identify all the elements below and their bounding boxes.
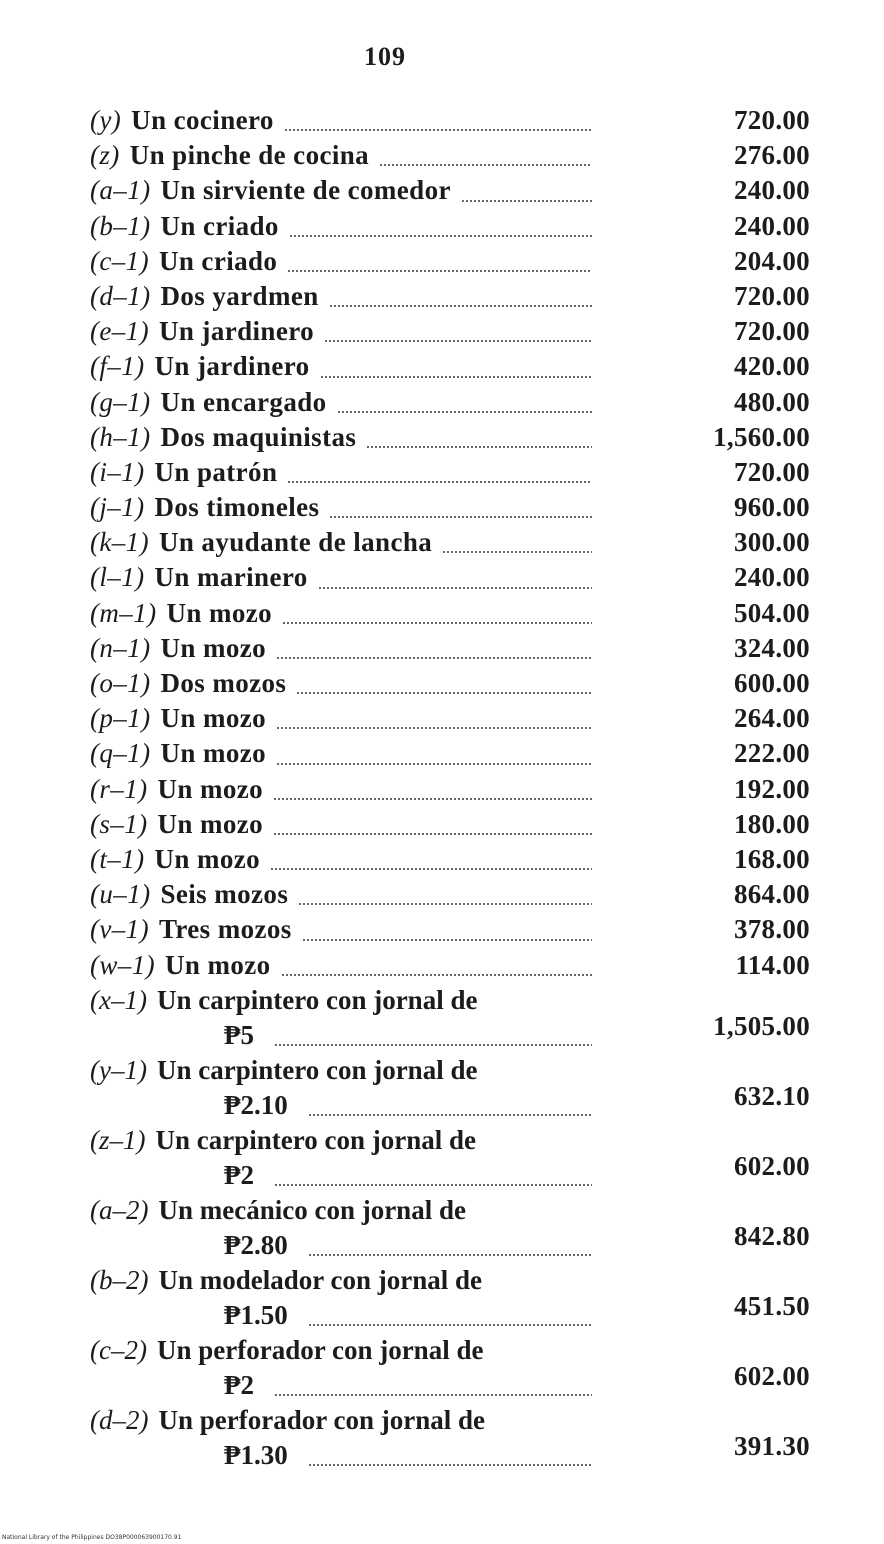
dot-leader xyxy=(366,446,592,448)
entry-amount: 1,505.00 xyxy=(713,1010,810,1041)
entry-amount: 960.00 xyxy=(733,492,810,523)
entry-text: Un mozo xyxy=(165,949,271,980)
entry-text: Un mozo xyxy=(157,773,264,804)
entry-label: (n–1) xyxy=(90,632,151,663)
dot-leader xyxy=(318,587,592,589)
wage-entry-row xyxy=(90,983,810,1053)
entry-text: Un mecánico con jornal de xyxy=(158,1194,466,1225)
entry-label: (r–1) xyxy=(90,773,148,804)
entry-text: Un criado xyxy=(160,210,279,241)
dot-leader xyxy=(308,1254,592,1256)
entry-amount: 180.00 xyxy=(733,808,810,839)
dot-leader xyxy=(298,903,592,905)
entry-row xyxy=(90,279,810,314)
entry-text: Dos yardmen xyxy=(160,280,319,311)
dot-leader xyxy=(273,833,592,835)
entry-label: (c–2) xyxy=(90,1334,147,1365)
wage-entry-row xyxy=(90,1333,810,1403)
entry-amount: 240.00 xyxy=(733,210,810,241)
entry-label: (p–1) xyxy=(90,703,151,734)
entry-amount: 632.10 xyxy=(733,1080,810,1111)
entry-row xyxy=(90,314,810,349)
entry-text: Un carpintero con jornal de xyxy=(155,1124,476,1155)
entry-label: (a–2) xyxy=(90,1194,149,1225)
entry-row xyxy=(90,596,810,631)
entry-label: (y–1) xyxy=(90,1054,147,1085)
dot-leader xyxy=(302,939,592,941)
entry-label: (x–1) xyxy=(90,984,147,1015)
entry-text: Un pinche de cocina xyxy=(129,140,370,171)
entry-amount: 842.80 xyxy=(733,1220,810,1251)
entry-text: Un patrón xyxy=(154,456,278,487)
entry-row xyxy=(90,842,810,877)
entry-text: Un marinero xyxy=(154,562,308,593)
entry-amount: 720.00 xyxy=(733,456,810,487)
library-footer: National Library of the Philippines DO38P000063900170.91 xyxy=(2,1534,182,1541)
wage-rate: ₱2.10 xyxy=(224,1089,288,1120)
entry-text: Tres mozos xyxy=(158,914,292,945)
entry-text: Un perforador con jornal de xyxy=(156,1334,484,1365)
entry-text: Un jardinero xyxy=(154,351,310,382)
dot-leader xyxy=(329,305,592,307)
wage-entry-row xyxy=(90,1053,810,1123)
dot-leader xyxy=(282,622,592,624)
entry-text: Un modelador con jornal de xyxy=(158,1264,482,1295)
dot-leader xyxy=(276,763,592,765)
entry-label: (a–1) xyxy=(90,175,151,206)
entry-row xyxy=(90,877,810,912)
entry-amount: 600.00 xyxy=(733,668,810,698)
dot-leader xyxy=(287,481,592,483)
entry-text: Un mozo xyxy=(157,808,264,839)
entry-text: Un jardinero xyxy=(158,316,315,347)
entry-label: (v–1) xyxy=(90,914,149,945)
entry-row xyxy=(90,244,810,279)
entry-amount: 391.30 xyxy=(733,1430,810,1461)
entry-text: Seis mozos xyxy=(160,879,289,910)
entry-amount: 504.00 xyxy=(733,597,810,628)
entry-amount: 192.00 xyxy=(733,773,810,804)
dot-leader xyxy=(320,376,592,378)
dot-leader xyxy=(289,235,592,237)
entry-row xyxy=(90,912,810,947)
entry-row xyxy=(90,736,810,771)
dot-leader xyxy=(308,1324,592,1326)
entry-label: (w–1) xyxy=(90,949,155,980)
dot-leader xyxy=(296,692,592,694)
entry-row xyxy=(90,807,810,842)
entry-amount: 204.00 xyxy=(733,245,810,276)
entry-label: (q–1) xyxy=(90,738,151,769)
entry-text: Un perforador con jornal de xyxy=(158,1404,485,1435)
dot-leader xyxy=(270,868,592,870)
entry-label: (y) xyxy=(90,105,122,135)
entry-amount: 168.00 xyxy=(733,843,810,874)
dot-leader xyxy=(281,974,592,976)
entry-amount: 720.00 xyxy=(733,105,810,135)
entry-amount: 240.00 xyxy=(733,562,810,593)
entry-text: Un mozo xyxy=(160,632,267,663)
dot-leader xyxy=(274,1044,592,1046)
entry-label: (t–1) xyxy=(90,843,145,874)
entry-row xyxy=(90,209,810,244)
dot-leader xyxy=(274,1394,592,1396)
wage-entry-row xyxy=(90,1403,810,1473)
entry-text: Un mozo xyxy=(166,597,273,628)
entry-row xyxy=(90,772,810,807)
entry-amount: 378.00 xyxy=(733,914,810,945)
dot-leader xyxy=(273,798,592,800)
entry-amount: 276.00 xyxy=(733,140,810,171)
entry-label: (s–1) xyxy=(90,808,148,839)
dot-leader xyxy=(308,1114,592,1116)
entry-label: (z–1) xyxy=(90,1124,146,1155)
entry-amount: 240.00 xyxy=(733,175,810,206)
entry-row xyxy=(90,631,810,666)
entry-amount: 451.50 xyxy=(733,1290,810,1321)
entry-amount: 420.00 xyxy=(733,351,810,382)
dot-leader xyxy=(274,1184,592,1186)
entry-amount: 720.00 xyxy=(733,280,810,311)
entry-label: (i–1) xyxy=(90,456,145,487)
entry-text: Dos maquinistas xyxy=(160,421,357,452)
entry-amount: 264.00 xyxy=(733,703,810,734)
dot-leader xyxy=(329,516,592,518)
wage-entry-row xyxy=(90,1193,810,1263)
entry-text: Un mozo xyxy=(160,703,267,734)
dot-leader xyxy=(276,727,592,729)
entry-label: (b–2) xyxy=(90,1264,149,1295)
entry-amount: 114.00 xyxy=(735,949,810,980)
dot-leader xyxy=(287,270,592,272)
entry-amount: 602.00 xyxy=(733,1360,810,1391)
dot-leader xyxy=(337,411,592,413)
entry-row xyxy=(90,138,810,173)
entry-amount: 300.00 xyxy=(733,527,810,558)
wage-entry-row xyxy=(90,1123,810,1193)
entry-label: (l–1) xyxy=(90,562,145,593)
entry-label: (u–1) xyxy=(90,879,151,910)
entry-text: Un criado xyxy=(158,245,278,276)
entry-row xyxy=(90,948,810,983)
entry-row xyxy=(90,490,810,525)
dot-leader xyxy=(442,551,592,553)
entry-amount: 864.00 xyxy=(733,879,810,910)
entry-row xyxy=(90,455,810,490)
entry-row xyxy=(90,103,810,138)
wage-rate: ₱1.30 xyxy=(224,1439,288,1470)
dot-leader xyxy=(461,200,592,202)
wage-rate: ₱5 xyxy=(224,1019,254,1050)
entry-text: Dos timoneles xyxy=(154,492,320,523)
dot-leader xyxy=(308,1464,592,1466)
dot-leader xyxy=(324,340,592,342)
entry-text: Un cocinero xyxy=(131,105,274,135)
entry-row xyxy=(90,560,810,595)
entry-label: (k–1) xyxy=(90,527,149,558)
entry-label: (d–2) xyxy=(90,1404,149,1435)
entry-amount: 1,560.00 xyxy=(713,421,810,452)
entry-label: (f–1) xyxy=(90,351,145,382)
entry-text: Un ayudante de lancha xyxy=(158,527,433,558)
entry-text: Un carpintero con jornal de xyxy=(156,984,478,1015)
entry-row xyxy=(90,701,810,736)
entry-amount: 480.00 xyxy=(733,386,810,417)
entry-text: Dos mozos xyxy=(160,668,287,698)
entry-text: Un mozo xyxy=(154,843,261,874)
entry-label: (g–1) xyxy=(90,386,151,417)
entry-label: (j–1) xyxy=(90,492,145,523)
budget-entries xyxy=(90,103,810,1473)
entry-label: (b–1) xyxy=(90,210,151,241)
dot-leader xyxy=(284,129,592,131)
entry-row xyxy=(90,666,810,701)
entry-amount: 222.00 xyxy=(733,738,810,769)
entry-row xyxy=(90,525,810,560)
page-number: 109 xyxy=(364,42,406,71)
entry-label: (d–1) xyxy=(90,280,151,311)
wage-rate: ₱2 xyxy=(224,1369,254,1400)
entry-label: (h–1) xyxy=(90,421,151,452)
entry-text: Un sirviente de comedor xyxy=(160,175,451,206)
entry-label: (o–1) xyxy=(90,668,151,698)
entry-text: Un mozo xyxy=(160,738,267,769)
entry-amount: 602.00 xyxy=(733,1150,810,1181)
entry-label: (c–1) xyxy=(90,245,149,276)
wage-entry-row xyxy=(90,1263,810,1333)
entry-row xyxy=(90,385,810,420)
dot-leader xyxy=(379,164,592,166)
entry-amount: 324.00 xyxy=(733,632,810,663)
entry-label: (e–1) xyxy=(90,316,149,347)
entry-amount: 720.00 xyxy=(733,316,810,347)
wage-rate: ₱2 xyxy=(224,1159,254,1190)
entry-text: Un carpintero con jornal de xyxy=(156,1054,478,1085)
entry-label: (m–1) xyxy=(90,597,157,628)
wage-rate: ₱1.50 xyxy=(224,1299,288,1330)
entry-row xyxy=(90,349,810,384)
entry-row xyxy=(90,420,810,455)
wage-rate: ₱2.80 xyxy=(224,1229,288,1260)
entry-row xyxy=(90,173,810,208)
dot-leader xyxy=(276,657,592,659)
entry-label: (z) xyxy=(90,140,120,171)
entry-text: Un encargado xyxy=(160,386,327,417)
